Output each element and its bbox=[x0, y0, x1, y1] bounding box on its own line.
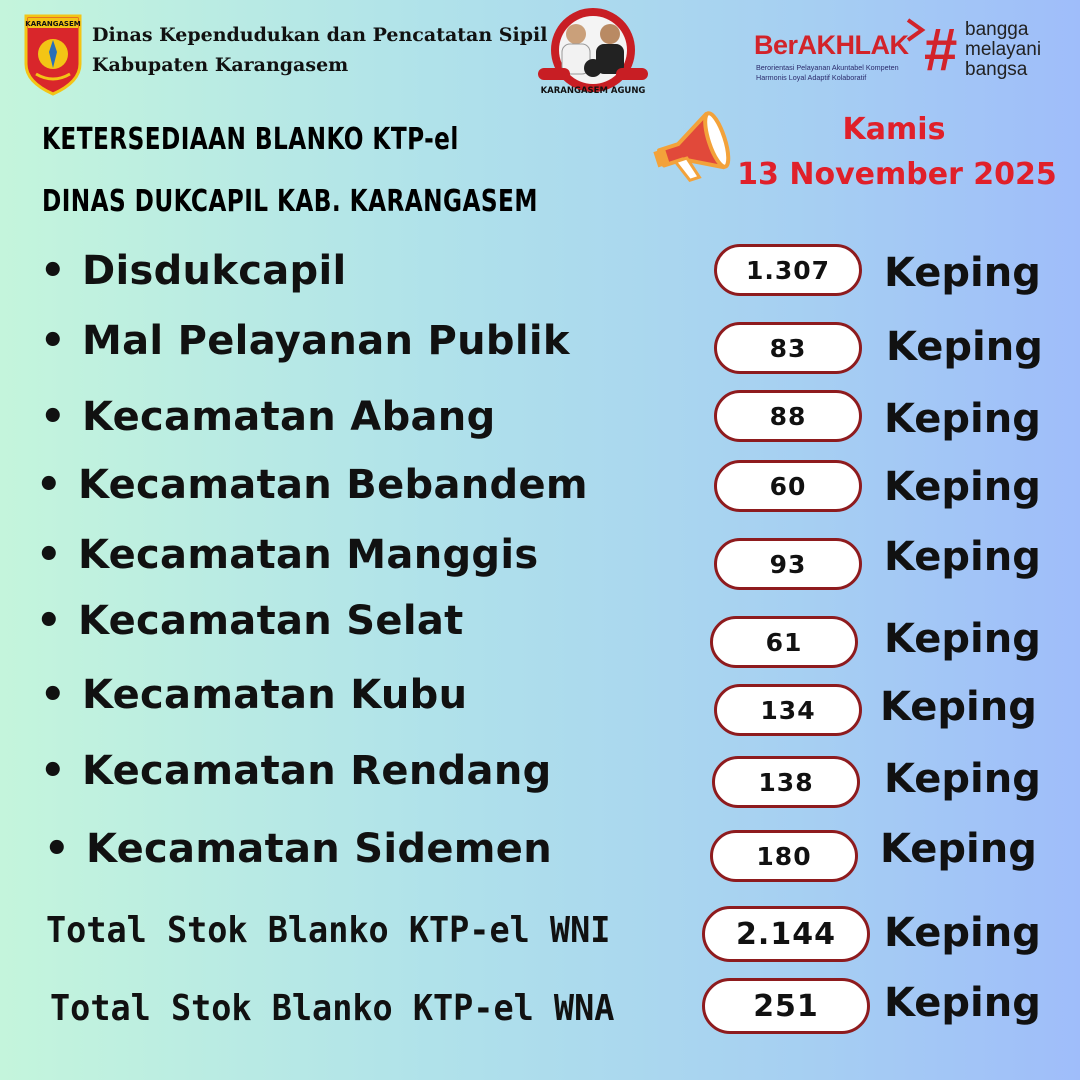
berakhlak-tagline-2: Harmonis Loyal Adaptif Kolaboratif bbox=[756, 73, 867, 82]
row-label: • Kecamatan Bebandem bbox=[36, 462, 588, 508]
row-unit: Keping bbox=[886, 324, 1043, 370]
row-label: • Kecamatan Sidemen bbox=[44, 826, 552, 872]
megaphone-icon bbox=[650, 106, 734, 190]
row-unit: Keping bbox=[884, 464, 1041, 510]
row-unit: Keping bbox=[884, 396, 1041, 442]
row-value-pill: 93 bbox=[714, 538, 862, 590]
poster-title-line1: KETERSEDIAAN BLANKO KTP-el bbox=[42, 122, 459, 157]
date-day: Kamis bbox=[842, 112, 946, 147]
total-wni-value-pill: 2.144 bbox=[702, 906, 870, 962]
poster-title-line2: DINAS DUKCAPIL KAB. KARANGASEM bbox=[42, 184, 538, 219]
row-label: • Kecamatan Selat bbox=[36, 598, 464, 644]
bangga-line3: bangsa bbox=[965, 59, 1028, 80]
row-value-pill: 60 bbox=[714, 460, 862, 512]
org-name-line1: Dinas Kependudukan dan Pencatatan Sipil bbox=[92, 24, 548, 46]
bangga-line2: melayani bbox=[965, 39, 1042, 60]
hashtag-icon: # bbox=[924, 16, 958, 83]
total-wni-label: Total Stok Blanko KTP-el WNI bbox=[46, 910, 611, 951]
berakhlak-logo-text: BerAKHLAK bbox=[754, 30, 909, 60]
org-name-line2: Kabupaten Karangasem bbox=[92, 54, 349, 76]
row-label: • Disdukcapil bbox=[40, 248, 347, 294]
total-wna-unit: Keping bbox=[884, 980, 1041, 1026]
row-unit: Keping bbox=[884, 756, 1041, 802]
leaders-portrait-icon bbox=[532, 6, 654, 98]
total-wni-unit: Keping bbox=[884, 910, 1041, 956]
row-label: • Mal Pelayanan Publik bbox=[40, 318, 570, 364]
row-label: • Kecamatan Kubu bbox=[40, 672, 468, 718]
row-value-pill: 138 bbox=[712, 756, 860, 808]
svg-text:KARANGASEM: KARANGASEM bbox=[25, 20, 81, 28]
row-value-pill: 61 bbox=[710, 616, 858, 668]
row-label: • Kecamatan Manggis bbox=[36, 532, 539, 578]
row-label: • Kecamatan Abang bbox=[40, 394, 496, 440]
row-value-pill: 83 bbox=[714, 322, 862, 374]
row-value-pill: 180 bbox=[710, 830, 858, 882]
date-full: 13 November 2025 bbox=[737, 157, 1057, 192]
row-unit: Keping bbox=[880, 684, 1037, 730]
portrait-caption: KARANGASEM AGUNG bbox=[540, 86, 646, 96]
row-value-pill: 134 bbox=[714, 684, 862, 736]
row-unit: Keping bbox=[884, 250, 1041, 296]
row-unit: Keping bbox=[884, 616, 1041, 662]
row-value-pill: 1.307 bbox=[714, 244, 862, 296]
row-unit: Keping bbox=[880, 826, 1037, 872]
berakhlak-tagline-1: Berorientasi Pelayanan Akuntabel Kompeten bbox=[756, 63, 899, 72]
row-label: • Kecamatan Rendang bbox=[40, 748, 552, 794]
row-value-pill: 88 bbox=[714, 390, 862, 442]
row-unit: Keping bbox=[884, 534, 1041, 580]
total-wna-value-pill: 251 bbox=[702, 978, 870, 1034]
total-wna-label: Total Stok Blanko KTP-el WNA bbox=[50, 988, 615, 1029]
bangga-line1: bangga bbox=[965, 19, 1029, 40]
chevron-right-icon bbox=[904, 18, 926, 42]
karangasem-emblem-icon bbox=[22, 12, 84, 96]
